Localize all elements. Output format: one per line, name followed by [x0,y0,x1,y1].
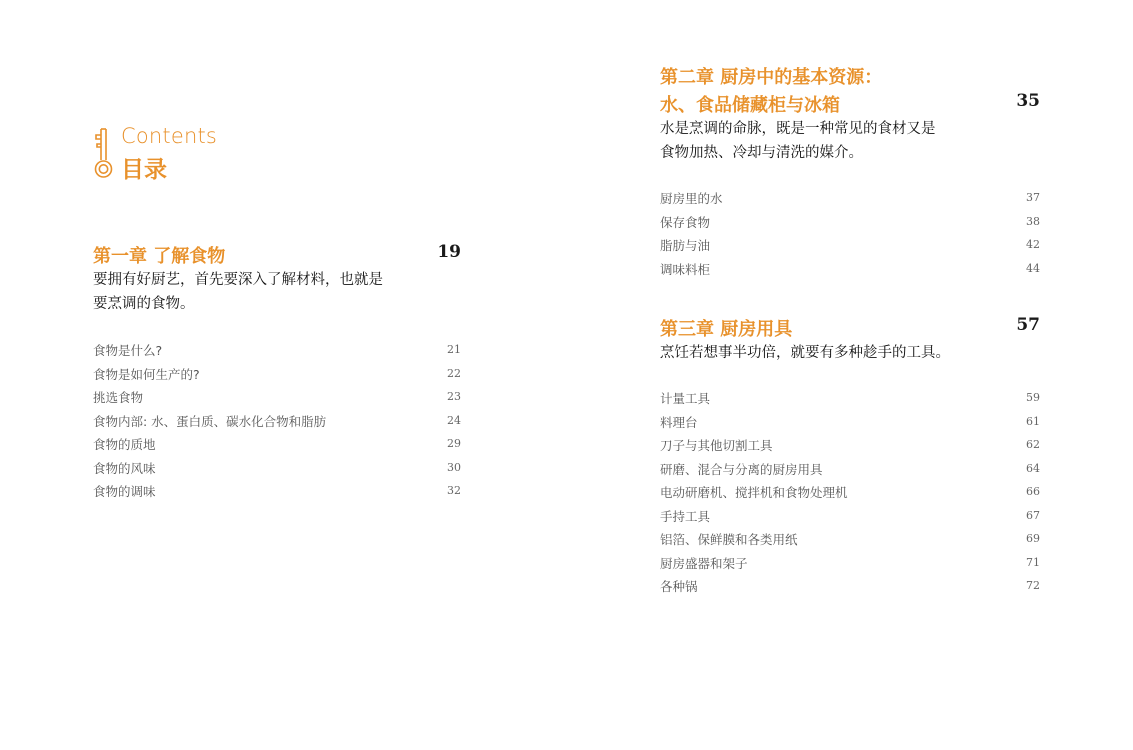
chapter-2 [660,63,1040,165]
toc-item-label: 调味料柜 [660,261,711,277]
chapter-3 [660,315,1040,365]
toc-item-label: 脂肪与油 [660,238,711,253]
toc-item-page: 59 [1026,391,1040,404]
toc-item-label: 食物的调味 [93,484,156,499]
toc-item-page: 44 [1026,261,1040,275]
toc-item-page: 66 [1026,485,1040,498]
chapter-desc-line: 要烹调的食物。 [93,296,195,312]
toc-item[interactable] [93,365,461,389]
chapter-1-heading[interactable] [93,242,461,268]
toc-item-page: 71 [1026,555,1040,569]
toc-item-label: 保存食物 [660,214,711,230]
chapter-desc-line: 烹饪若想事半功倍，就要有多种趁手的工具。 [660,345,950,361]
chapter-desc-line: 食物加热、冷却与清洗的媒介。 [660,145,863,161]
chapter-description [660,341,1040,365]
toc-item-page: 32 [447,484,461,497]
chapter-2-heading[interactable] [660,91,1040,117]
toc-item-page: 23 [447,390,461,403]
toc-item-page: 61 [1026,414,1040,428]
toc-item[interactable] [660,530,1040,554]
chapter-2-toc [660,189,1040,283]
toc-item[interactable] [93,482,461,506]
toc-item[interactable] [660,389,1040,413]
toc-item-page: 72 [1026,579,1040,592]
chapter-1 [93,242,461,316]
toc-item-page: 22 [447,366,461,380]
toc-item-label: 食物内部: 水、蛋白质、碳水化合物和脂肪 [93,413,327,429]
chapter-title: 第三章 厨房用具 [660,319,793,340]
toc-item-label: 厨房盛器和架子 [660,555,748,571]
toc-item-page: 69 [1026,532,1040,545]
contents-header [93,124,293,184]
toc-item[interactable] [660,577,1040,601]
chapter-2-heading-line-1 [660,63,1040,89]
toc-item[interactable] [660,507,1040,531]
left-page [0,0,566,750]
chapter-desc-line: 水是烹调的命脉，既是一种常见的食材又是 [660,121,936,137]
toc-item-label: 电动研磨机、搅拌机和食物处理机 [660,485,848,500]
chapter-3-toc [660,389,1040,601]
toc-item-label: 手持工具 [660,508,711,524]
toc-item[interactable] [660,236,1040,260]
toc-item[interactable] [93,412,461,436]
toc-item[interactable] [660,460,1040,484]
toc-item[interactable] [660,483,1040,507]
chapter-title: 第一章 了解食物 [93,246,226,267]
toc-item[interactable] [660,213,1040,237]
chapter-description [660,117,1040,165]
toc-item-label: 铝箔、保鲜膜和各类用纸 [660,532,798,547]
toc-item[interactable] [93,388,461,412]
toc-item[interactable] [93,459,461,483]
toc-item-page: 64 [1026,461,1040,475]
chapter-desc-line: 要拥有好厨艺，首先要深入了解材料，也就是 [93,272,383,288]
contents-title-zh: 目录 [121,156,167,183]
toc-item-label: 料理台 [660,414,698,430]
toc-item-label: 食物的风味 [93,460,156,476]
chapter-page-number: 57 [1016,315,1040,335]
toc-item-page: 29 [447,437,461,450]
contents-title-en: Contents [121,124,218,148]
chapter-title: 水、食品储藏柜与冰箱 [660,95,840,116]
right-page [566,0,1133,750]
toc-item[interactable] [93,435,461,459]
toc-item-label: 厨房里的水 [660,191,723,206]
toc-item-page: 21 [447,343,461,356]
toc-item-page: 37 [1026,191,1040,204]
chapter-3-heading[interactable] [660,315,1040,341]
toc-item-label: 食物是什么? [93,343,163,358]
toc-item-label: 各种锅 [660,579,698,594]
key-icon [93,126,115,180]
toc-item-label: 食物的质地 [93,437,156,452]
chapter-page-number: 35 [1016,91,1040,111]
chapter-title-line-1: 第二章 厨房中的基本资源： [660,67,883,88]
toc-item-page: 24 [447,413,461,427]
toc-item[interactable] [660,413,1040,437]
toc-item[interactable] [93,341,461,365]
toc-item-page: 67 [1026,508,1040,522]
toc-item-label: 食物是如何生产的? [93,366,200,382]
toc-item-label: 计量工具 [660,391,711,406]
toc-item-page: 30 [447,460,461,474]
toc-item-page: 62 [1026,438,1040,451]
toc-item-label: 刀子与其他切割工具 [660,438,773,453]
toc-item[interactable] [660,189,1040,213]
chapter-page-number: 19 [437,242,461,262]
toc-item-page: 42 [1026,238,1040,251]
toc-item-page: 38 [1026,214,1040,228]
toc-item-label: 研磨、混合与分离的厨房用具 [660,461,823,477]
toc-item-label: 挑选食物 [93,390,144,405]
chapter-description [93,268,461,316]
toc-item[interactable] [660,554,1040,578]
toc-item[interactable] [660,436,1040,460]
chapter-1-toc [93,341,461,506]
toc-item[interactable] [660,260,1040,284]
